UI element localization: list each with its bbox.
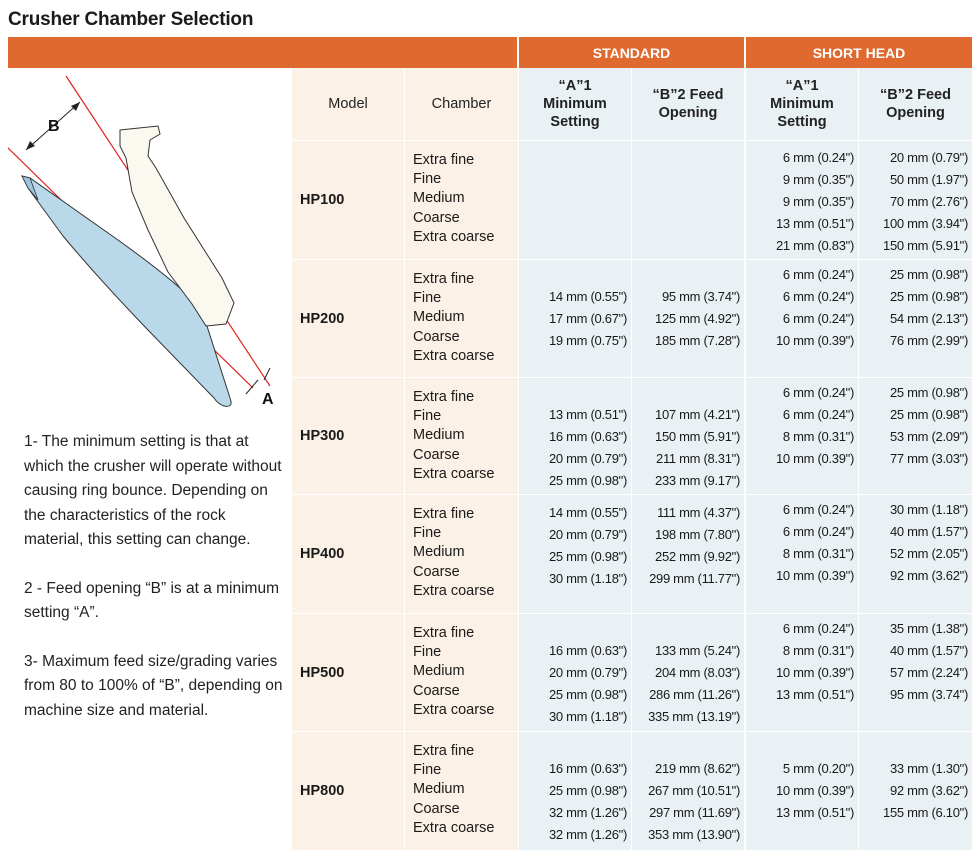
chamber-label: Coarse: [413, 800, 460, 817]
value-cell: 30 mm (1.18"): [548, 709, 627, 724]
table-row: [292, 495, 972, 613]
value-cell: 8 mm (0.31"): [782, 643, 854, 658]
chamber-label: Extra coarse: [413, 819, 495, 836]
value-list: [655, 404, 740, 492]
value-list: [776, 758, 854, 824]
standard-min-setting-cell: [519, 495, 631, 613]
value-cell: 10 mm (0.39"): [775, 451, 854, 466]
model-cell: HP800: [292, 732, 404, 850]
short-head-feed-opening-cell: [859, 260, 972, 377]
value-cell: 30 mm (1.18"): [889, 502, 968, 517]
footnote-1: 1- The minimum setting is that at which the crusher will operate without causing ring bounce. Depending on the characteristics of the rock material, this setting can change.: [24, 433, 282, 548]
left-panel: [8, 68, 292, 850]
table-row: [292, 141, 972, 259]
value-cell: 233 mm (9.17"): [655, 473, 740, 488]
value-cell: 25 mm (0.98"): [548, 473, 627, 488]
chamber-label: Medium: [413, 427, 465, 444]
diagram-label-a: A: [262, 391, 274, 408]
column-header-model: Model: [292, 68, 404, 140]
chamber-label: Medium: [413, 781, 465, 798]
short-head-feed-opening-cell: [859, 614, 972, 731]
value-cell: 25 mm (0.98"): [548, 783, 627, 798]
footnote-2: 2 - Feed opening “B” is at a minimum setting “A”.: [24, 579, 279, 621]
value-cell: 9 mm (0.35"): [782, 194, 854, 209]
value-cell: 10 mm (0.39"): [775, 665, 854, 680]
value-cell: 150 mm (5.91"): [655, 429, 740, 444]
chamber-list: [405, 260, 518, 377]
header-band: [8, 37, 517, 68]
model-cell: HP500: [292, 614, 404, 731]
value-cell: 297 mm (11.69"): [649, 805, 740, 820]
short-head-min-setting-cell: [746, 141, 858, 259]
chamber-label: Extra coarse: [413, 582, 495, 599]
standard-feed-opening-cell: [632, 378, 744, 494]
value-list: [883, 758, 968, 824]
model-cell: HP400: [292, 495, 404, 613]
value-cell: 13 mm (0.51"): [775, 687, 854, 702]
value-cell: 6 mm (0.24"): [782, 289, 854, 304]
crusher-cross-section-diagram: [8, 68, 292, 418]
value-cell: 52 mm (2.05"): [889, 546, 968, 561]
value-cell: 6 mm (0.24"): [782, 524, 854, 539]
column-header-chamber: Chamber: [405, 68, 518, 140]
standard-min-setting-cell: [519, 141, 631, 259]
chamber-label: Fine: [413, 644, 442, 661]
chamber-label: Extra fine: [413, 506, 475, 522]
value-cell: 16 mm (0.63"): [548, 761, 627, 776]
value-cell: 54 mm (2.13"): [889, 311, 968, 326]
value-cell: 219 mm (8.62"): [655, 761, 740, 776]
value-cell: 111 mm (4.37"): [656, 505, 740, 520]
short-head-min-setting-cell: [746, 732, 858, 850]
standard-min-setting-cell: [519, 378, 631, 494]
chamber-label: Fine: [413, 762, 442, 779]
dimension-line-a: [264, 368, 270, 380]
value-cell: 211 mm (8.31"): [656, 451, 740, 466]
chamber-label: Fine: [413, 408, 442, 425]
value-list: [776, 264, 854, 352]
value-cell: 95 mm (3.74"): [661, 289, 740, 304]
page-title: Crusher Chamber Selection: [8, 9, 254, 30]
value-list: [549, 286, 627, 352]
table-row: [292, 732, 972, 850]
chamber-label: Coarse: [413, 682, 460, 699]
value-cell: 20 mm (0.79"): [548, 451, 627, 466]
value-cell: 14 mm (0.55"): [548, 505, 627, 520]
value-cell: 10 mm (0.39"): [775, 568, 854, 583]
chamber-label: Coarse: [413, 563, 460, 580]
value-list: [549, 404, 627, 492]
value-cell: 14 mm (0.55"): [548, 289, 627, 304]
chamber-label: Extra fine: [413, 389, 475, 405]
value-cell: 6 mm (0.24"): [782, 385, 854, 400]
value-list: [648, 758, 740, 846]
short-head-min-setting-cell: [746, 614, 858, 731]
value-cell: 267 mm (10.51"): [648, 783, 740, 798]
value-cell: 6 mm (0.24"): [782, 150, 854, 165]
standard-min-setting-cell: [519, 732, 631, 850]
value-list: [776, 147, 854, 257]
short-head-feed-opening-cell: [859, 495, 972, 613]
value-cell: 5 mm (0.20"): [782, 761, 854, 776]
chamber-label: Coarse: [413, 446, 460, 463]
value-cell: 198 mm (7.80"): [655, 527, 740, 542]
value-cell: 286 mm (11.26"): [649, 687, 740, 702]
value-cell: 92 mm (3.62"): [889, 568, 968, 583]
value-cell: 133 mm (5.24"): [655, 643, 740, 658]
value-cell: 8 mm (0.31"): [782, 546, 854, 561]
model-cell: HP100: [292, 141, 404, 259]
chamber-list: [405, 141, 518, 259]
value-cell: 20 mm (0.79"): [889, 150, 968, 165]
value-cell: 95 mm (3.74"): [889, 687, 968, 702]
value-list: [890, 499, 968, 587]
value-cell: 6 mm (0.24"): [782, 267, 854, 282]
value-cell: 20 mm (0.79"): [548, 527, 627, 542]
chamber-label: Extra fine: [413, 152, 475, 168]
table-row: [292, 614, 972, 731]
chamber-label: Coarse: [413, 328, 460, 345]
value-cell: 252 mm (9.92"): [655, 549, 740, 564]
chamber-label: Fine: [413, 171, 442, 188]
value-list: [649, 502, 740, 590]
standard-feed-opening-cell: [632, 614, 744, 731]
value-cell: 92 mm (3.62"): [889, 783, 968, 798]
chamber-label: Coarse: [413, 209, 460, 226]
value-cell: 13 mm (0.51"): [775, 216, 854, 231]
value-cell: 25 mm (0.98"): [889, 385, 968, 400]
standard-min-setting-cell: [519, 260, 631, 377]
short-head-feed-opening-cell: [859, 378, 972, 494]
column-header-standard-min-setting: “A”1 Minimum Setting: [519, 68, 631, 140]
short-head-feed-opening-cell: [859, 732, 972, 850]
chamber-label: Medium: [413, 309, 465, 326]
short-head-min-setting-cell: [746, 495, 858, 613]
value-list: [549, 502, 627, 590]
value-cell: 8 mm (0.31"): [782, 429, 854, 444]
value-list: [890, 264, 968, 352]
value-cell: 155 mm (6.10"): [883, 805, 968, 820]
dimension-arrow: [71, 102, 80, 111]
value-cell: 150 mm (5.91"): [883, 238, 968, 253]
value-cell: 6 mm (0.24"): [782, 502, 854, 517]
value-cell: 40 mm (1.57"): [889, 524, 968, 539]
table-row: [292, 260, 972, 377]
standard-feed-opening-cell: [632, 495, 744, 613]
standard-feed-opening-cell: [632, 260, 744, 377]
chamber-label: Medium: [413, 190, 465, 207]
value-cell: 32 mm (1.26"): [548, 805, 627, 820]
chamber-label: Extra coarse: [413, 347, 495, 364]
short-head-min-setting-cell: [746, 260, 858, 377]
value-list: [890, 618, 968, 706]
value-cell: 6 mm (0.24"): [782, 407, 854, 422]
value-cell: 53 mm (2.09"): [889, 429, 968, 444]
value-cell: 204 mm (8.03"): [655, 665, 740, 680]
standard-feed-opening-cell: [632, 141, 744, 259]
value-list: [549, 758, 627, 846]
value-cell: 21 mm (0.83"): [775, 238, 854, 253]
value-list: [776, 618, 854, 706]
value-cell: 13 mm (0.51"): [548, 407, 627, 422]
chamber-list: [405, 495, 518, 613]
chamber-label: Extra fine: [413, 743, 475, 759]
value-cell: 185 mm (7.28"): [655, 333, 740, 348]
chamber-list: [405, 732, 518, 850]
short-head-feed-opening-cell: [859, 141, 972, 259]
value-cell: 57 mm (2.24"): [889, 665, 968, 680]
value-cell: 20 mm (0.79"): [548, 665, 627, 680]
chamber-list: [405, 378, 518, 494]
value-cell: 9 mm (0.35"): [782, 172, 854, 187]
chamber-label: Extra fine: [413, 625, 475, 641]
value-cell: 76 mm (2.99"): [889, 333, 968, 348]
chamber-list: [405, 614, 518, 731]
standard-min-setting-cell: [519, 614, 631, 731]
value-cell: 6 mm (0.24"): [782, 621, 854, 636]
footnote-3: 3- Maximum feed size/grading varies from 80 to 100% of “B”, depending on machine size and material.: [24, 652, 283, 719]
value-cell: 19 mm (0.75"): [548, 333, 627, 348]
chamber-label: Fine: [413, 525, 442, 542]
model-cell: HP200: [292, 260, 404, 377]
value-cell: 335 mm (13.19"): [648, 709, 740, 724]
short-head-header: SHORT HEAD: [746, 37, 972, 68]
value-list: [890, 382, 968, 470]
value-cell: 25 mm (0.98"): [548, 687, 627, 702]
value-cell: 299 mm (11.77"): [649, 571, 740, 586]
short-head-min-setting-cell: [746, 378, 858, 494]
value-cell: 16 mm (0.63"): [548, 643, 627, 658]
standard-header: STANDARD: [519, 37, 744, 68]
diagram-label-b: B: [48, 118, 60, 135]
table-row: [292, 378, 972, 494]
value-cell: 77 mm (3.03"): [889, 451, 968, 466]
value-list: [883, 147, 968, 257]
value-cell: 17 mm (0.67"): [548, 311, 627, 326]
value-cell: 30 mm (1.18"): [548, 571, 627, 586]
chamber-label: Extra coarse: [413, 701, 495, 718]
value-cell: 70 mm (2.76"): [889, 194, 968, 209]
value-cell: 10 mm (0.39"): [775, 333, 854, 348]
value-cell: 125 mm (4.92"): [655, 311, 740, 326]
value-cell: 25 mm (0.98"): [889, 267, 968, 282]
value-cell: 25 mm (0.98"): [889, 407, 968, 422]
standard-feed-opening-cell: [632, 732, 744, 850]
chamber-label: Extra fine: [413, 271, 475, 287]
value-cell: 25 mm (0.98"): [548, 549, 627, 564]
value-cell: 50 mm (1.97"): [889, 172, 968, 187]
value-cell: 33 mm (1.30"): [889, 761, 968, 776]
chamber-label: Medium: [413, 544, 465, 561]
value-cell: 16 mm (0.63"): [548, 429, 627, 444]
value-list: [776, 382, 854, 470]
value-cell: 353 mm (13.90"): [648, 827, 740, 842]
model-cell: HP300: [292, 378, 404, 494]
value-cell: 107 mm (4.21"): [655, 407, 740, 422]
value-list: [549, 640, 627, 728]
footnotes: [24, 430, 286, 747]
value-cell: 35 mm (1.38"): [889, 621, 968, 636]
chamber-label: Medium: [413, 663, 465, 680]
value-cell: 40 mm (1.57"): [889, 643, 968, 658]
value-list: [648, 640, 740, 728]
column-header-short-head-feed-opening: “B”2 Feed Opening: [859, 68, 972, 140]
value-list: [655, 286, 740, 352]
value-list: [776, 499, 854, 587]
chamber-label: Extra coarse: [413, 228, 495, 245]
dimension-arrow: [26, 141, 35, 150]
column-header-short-head-min-setting: “A”1 Minimum Setting: [746, 68, 858, 140]
value-cell: 32 mm (1.26"): [548, 827, 627, 842]
column-header-standard-feed-opening: “B”2 Feed Opening: [632, 68, 744, 140]
value-cell: 6 mm (0.24"): [782, 311, 854, 326]
value-cell: 25 mm (0.98"): [889, 289, 968, 304]
chamber-label: Fine: [413, 290, 442, 307]
value-cell: 10 mm (0.39"): [775, 783, 854, 798]
value-cell: 13 mm (0.51"): [775, 805, 854, 820]
chamber-label: Extra coarse: [413, 465, 495, 482]
value-cell: 100 mm (3.94"): [883, 216, 968, 231]
